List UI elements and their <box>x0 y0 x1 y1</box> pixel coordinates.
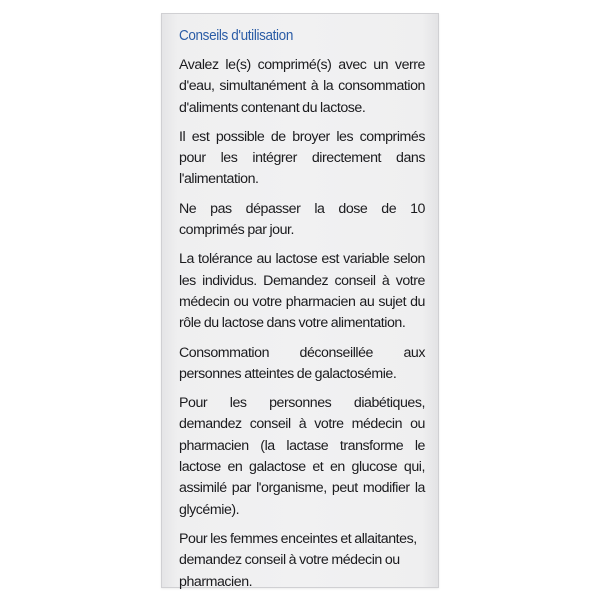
paragraph-tolerance: La tolérance au lactose est variable selon les individus. Demandez conseil à votre médecin ou votre pharmacien au sujet du rôle du lactose dans votre alimentation. <box>179 251 425 332</box>
usage-advice-content <box>179 26 425 593</box>
paragraph-galactosemia: Consommation déconseillée aux personnes atteintes de galactosémie. <box>179 344 425 382</box>
paragraph-pregnant: Pour les femmes enceintes et allaitantes, demandez conseil à votre médecin ou pharmacien. <box>179 530 417 590</box>
section-title: Conseils d'utilisation <box>179 27 293 44</box>
paragraph-crushing: Il est possible de broyer les comprimés pour les intégrer directement dans l'alimentation. <box>179 128 425 188</box>
paragraph-dosage-intake: Avalez le(s) comprimé(s) avec un verre d'eau, simultanément à la consommation d'aliments contenant du lactose. <box>179 57 425 116</box>
paragraph-max-dose: Ne pas dépasser la dose de 10 comprimés par jour. <box>179 200 425 239</box>
paragraph-diabetics: Pour les personnes diabétiques, demandez conseil à votre médecin ou pharmacien (la lactase transforme le lactose en galactose et en glucose qui, assimilé par l'organisme, peut modifier la glycémie). <box>179 395 425 518</box>
